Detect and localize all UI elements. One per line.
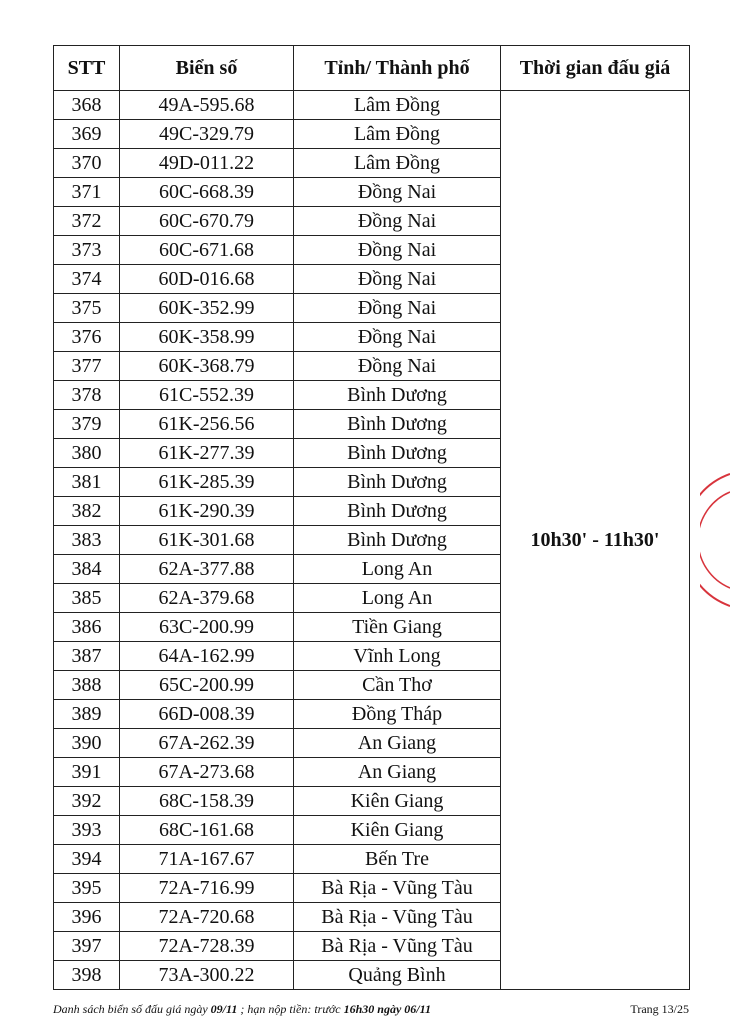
footer-date: 09/11 (210, 1002, 238, 1016)
cell-plate: 62A-377.88 (120, 555, 294, 584)
cell-stt: 369 (54, 120, 120, 149)
plate-auction-table (53, 45, 690, 990)
footer-deadline: 16h30 ngày 06/11 (343, 1002, 431, 1016)
cell-plate: 68C-158.39 (120, 787, 294, 816)
cell-province: Quảng Bình (294, 961, 501, 990)
cell-province: Bà Rịa - Vũng Tàu (294, 932, 501, 961)
cell-stt: 373 (54, 236, 120, 265)
cell-province: Lâm Đồng (294, 120, 501, 149)
footer-text-1: Danh sách biển số đấu giá ngày (53, 1002, 211, 1016)
cell-stt: 377 (54, 352, 120, 381)
footer-text-2: ; hạn nộp tiền: trước (237, 1002, 344, 1016)
cell-stt: 375 (54, 294, 120, 323)
cell-plate: 60C-668.39 (120, 178, 294, 207)
cell-province: Lâm Đồng (294, 91, 501, 120)
cell-province: Bình Dương (294, 439, 501, 468)
cell-stt: 385 (54, 584, 120, 613)
cell-plate: 65C-200.99 (120, 671, 294, 700)
table-row (54, 91, 690, 120)
cell-province: Đồng Tháp (294, 700, 501, 729)
cell-province: Tiền Giang (294, 613, 501, 642)
red-stamp-fragment (700, 470, 730, 610)
cell-plate: 73A-300.22 (120, 961, 294, 990)
cell-stt: 374 (54, 265, 120, 294)
cell-plate: 60D-016.68 (120, 265, 294, 294)
cell-plate: 61K-256.56 (120, 410, 294, 439)
cell-stt: 390 (54, 729, 120, 758)
cell-stt: 396 (54, 903, 120, 932)
cell-province: Bình Dương (294, 381, 501, 410)
cell-plate: 49D-011.22 (120, 149, 294, 178)
cell-plate: 49A-595.68 (120, 91, 294, 120)
cell-province: Bà Rịa - Vũng Tàu (294, 903, 501, 932)
cell-province: Lâm Đồng (294, 149, 501, 178)
cell-province: Đồng Nai (294, 323, 501, 352)
cell-stt: 384 (54, 555, 120, 584)
header-plate: Biển số (120, 46, 294, 91)
cell-province: Vĩnh Long (294, 642, 501, 671)
cell-stt: 371 (54, 178, 120, 207)
cell-plate: 66D-008.39 (120, 700, 294, 729)
cell-province: Long An (294, 555, 501, 584)
cell-plate: 61K-290.39 (120, 497, 294, 526)
cell-plate: 60K-368.79 (120, 352, 294, 381)
cell-province: Đồng Nai (294, 178, 501, 207)
cell-stt: 370 (54, 149, 120, 178)
cell-stt: 392 (54, 787, 120, 816)
cell-plate: 60K-358.99 (120, 323, 294, 352)
table-body (54, 91, 690, 990)
cell-province: Đồng Nai (294, 207, 501, 236)
cell-stt: 388 (54, 671, 120, 700)
page-number: Trang 13/25 (630, 1002, 689, 1016)
cell-plate: 49C-329.79 (120, 120, 294, 149)
cell-stt: 368 (54, 91, 120, 120)
cell-stt: 376 (54, 323, 120, 352)
cell-plate: 60C-670.79 (120, 207, 294, 236)
cell-province: Kiên Giang (294, 816, 501, 845)
cell-plate: 60K-352.99 (120, 294, 294, 323)
cell-stt: 395 (54, 874, 120, 903)
cell-stt: 381 (54, 468, 120, 497)
cell-province: Bà Rịa - Vũng Tàu (294, 874, 501, 903)
cell-stt: 397 (54, 932, 120, 961)
cell-province: Đồng Nai (294, 352, 501, 381)
cell-province: Đồng Nai (294, 236, 501, 265)
cell-plate: 72A-728.39 (120, 932, 294, 961)
cell-province: Bình Dương (294, 410, 501, 439)
cell-province: Đồng Nai (294, 294, 501, 323)
cell-plate: 61K-285.39 (120, 468, 294, 497)
cell-stt: 378 (54, 381, 120, 410)
cell-stt: 391 (54, 758, 120, 787)
cell-stt: 398 (54, 961, 120, 990)
cell-plate: 68C-161.68 (120, 816, 294, 845)
cell-auction-time: 10h30' - 11h30' (501, 91, 690, 990)
cell-province: Đồng Nai (294, 265, 501, 294)
cell-plate: 67A-273.68 (120, 758, 294, 787)
cell-plate: 67A-262.39 (120, 729, 294, 758)
cell-stt: 386 (54, 613, 120, 642)
cell-plate: 61K-277.39 (120, 439, 294, 468)
cell-stt: 372 (54, 207, 120, 236)
cell-plate: 61C-552.39 (120, 381, 294, 410)
cell-plate: 72A-720.68 (120, 903, 294, 932)
cell-province: An Giang (294, 758, 501, 787)
cell-stt: 393 (54, 816, 120, 845)
cell-plate: 63C-200.99 (120, 613, 294, 642)
cell-stt: 387 (54, 642, 120, 671)
cell-province: Bình Dương (294, 526, 501, 555)
footer-note (53, 1002, 431, 1017)
cell-stt: 394 (54, 845, 120, 874)
cell-province: Cần Thơ (294, 671, 501, 700)
cell-plate: 72A-716.99 (120, 874, 294, 903)
cell-province: Bình Dương (294, 468, 501, 497)
header-time: Thời gian đấu giá (501, 46, 690, 91)
header-stt: STT (54, 46, 120, 91)
table-header-row (54, 46, 690, 91)
cell-stt: 383 (54, 526, 120, 555)
cell-plate: 61K-301.68 (120, 526, 294, 555)
cell-province: Bến Tre (294, 845, 501, 874)
cell-province: Long An (294, 584, 501, 613)
page-footer (53, 1002, 689, 1017)
cell-plate: 64A-162.99 (120, 642, 294, 671)
cell-plate: 62A-379.68 (120, 584, 294, 613)
cell-plate: 71A-167.67 (120, 845, 294, 874)
header-province: Tỉnh/ Thành phố (294, 46, 501, 91)
cell-stt: 380 (54, 439, 120, 468)
cell-stt: 382 (54, 497, 120, 526)
cell-province: Bình Dương (294, 497, 501, 526)
cell-province: An Giang (294, 729, 501, 758)
cell-stt: 379 (54, 410, 120, 439)
cell-province: Kiên Giang (294, 787, 501, 816)
cell-stt: 389 (54, 700, 120, 729)
cell-plate: 60C-671.68 (120, 236, 294, 265)
